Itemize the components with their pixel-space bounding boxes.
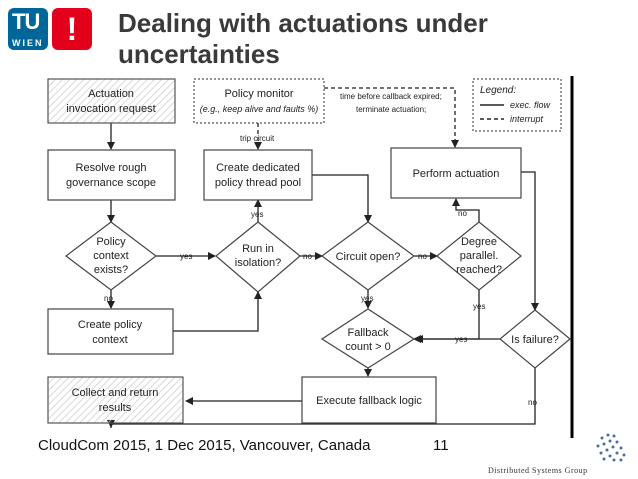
- edge-label-failure-no: no: [528, 398, 537, 407]
- distributed-systems-group-label: Distributed Systems Group: [488, 466, 588, 475]
- circuit-open-label: Circuit open?: [335, 251, 401, 263]
- logo-bang-text: !: [66, 11, 78, 47]
- edge-label-degree-yes: yes: [473, 302, 486, 311]
- slide-footer: CloudCom 2015, 1 Dec 2015, Vancouver, Canada: [38, 437, 371, 454]
- logo-wien-text: WIEN: [12, 38, 44, 48]
- dsg-dot-logo: [590, 432, 630, 464]
- thread-pool-label-1: Create dedicated: [216, 162, 300, 174]
- collect-results-label-1: Collect and return: [71, 387, 159, 399]
- thread-pool-label-2: policy thread pool: [214, 177, 302, 189]
- edge-create-to-isolation: [173, 292, 258, 331]
- actuation-request-label-2: invocation request: [66, 103, 156, 115]
- resolve-scope-label-1: Resolve rough: [75, 162, 147, 174]
- collect-results-label-2: results: [98, 402, 132, 414]
- edge-label-degree-no: no: [458, 209, 467, 218]
- policy-context-label-2: context: [93, 250, 129, 262]
- edge-perform-to-failure: [521, 172, 535, 310]
- thread-pool-box: [204, 150, 312, 200]
- edge-label-context-no: no: [104, 294, 113, 303]
- perform-actuation-label: Perform actuation: [412, 168, 500, 180]
- create-policy-label-2: context: [92, 334, 128, 346]
- collect-results-box: [48, 377, 183, 423]
- fallback-count-label-1: Fallback: [347, 327, 389, 339]
- run-isolation-label-1: Run in: [242, 243, 274, 255]
- is-failure-label: Is failure?: [511, 334, 559, 346]
- edge-label-trip-circuit: trip circuit: [240, 134, 275, 143]
- slide-title-line-2: uncertainties: [118, 39, 280, 69]
- policy-monitor-label: Policy monitor: [224, 88, 294, 100]
- legend-title: Legend:: [480, 85, 517, 96]
- edge-label-terminate: terminate actuation;: [356, 105, 427, 114]
- execute-fallback-label: Execute fallback logic: [316, 395, 422, 407]
- edge-label-time-before: time before callback expired;: [340, 92, 442, 101]
- degree-parallel-label-1: Degree: [460, 236, 498, 248]
- policy-monitor-note: (e.g., keep alive and faults %): [199, 104, 319, 114]
- edge-label-context-yes: yes: [180, 252, 193, 261]
- create-policy-box: [48, 309, 173, 354]
- fallback-count-label-2: count > 0: [345, 341, 391, 353]
- actuation-request-label-1: Actuation: [88, 88, 134, 100]
- edge-degree-yes-to-fallback: [414, 290, 479, 339]
- degree-parallel-label-3: reached?: [456, 264, 502, 276]
- legend-exec-flow-label: exec. flow: [510, 100, 551, 110]
- policy-context-label-1: Policy: [96, 236, 126, 248]
- create-policy-label-1: Create policy: [77, 319, 143, 331]
- degree-parallel-label-2: parallel.: [459, 250, 499, 262]
- slide-title-line-1: Dealing with actuations under: [118, 8, 488, 38]
- edge-label-isolation-yes: yes: [251, 210, 264, 219]
- edge-label-isolation-no: no: [303, 252, 312, 261]
- edge-pool-to-circuit: [312, 175, 368, 222]
- policy-context-label-3: exists?: [93, 264, 129, 276]
- edge-label-failure-yes: yes: [455, 335, 468, 344]
- run-isolation-label-2: isolation?: [234, 257, 282, 269]
- resolve-scope-box: [48, 150, 175, 200]
- logo-tu-text: TU: [12, 9, 40, 34]
- edge-label-circuit-no: no: [418, 252, 427, 261]
- legend-interrupt-label: interrupt: [510, 114, 544, 124]
- actuation-request-box: [48, 79, 175, 123]
- page-number: 11: [433, 437, 449, 454]
- edge-label-circuit-yes: yes: [361, 294, 374, 303]
- resolve-scope-label-2: governance scope: [66, 177, 156, 189]
- policy-monitor-box: [194, 79, 324, 123]
